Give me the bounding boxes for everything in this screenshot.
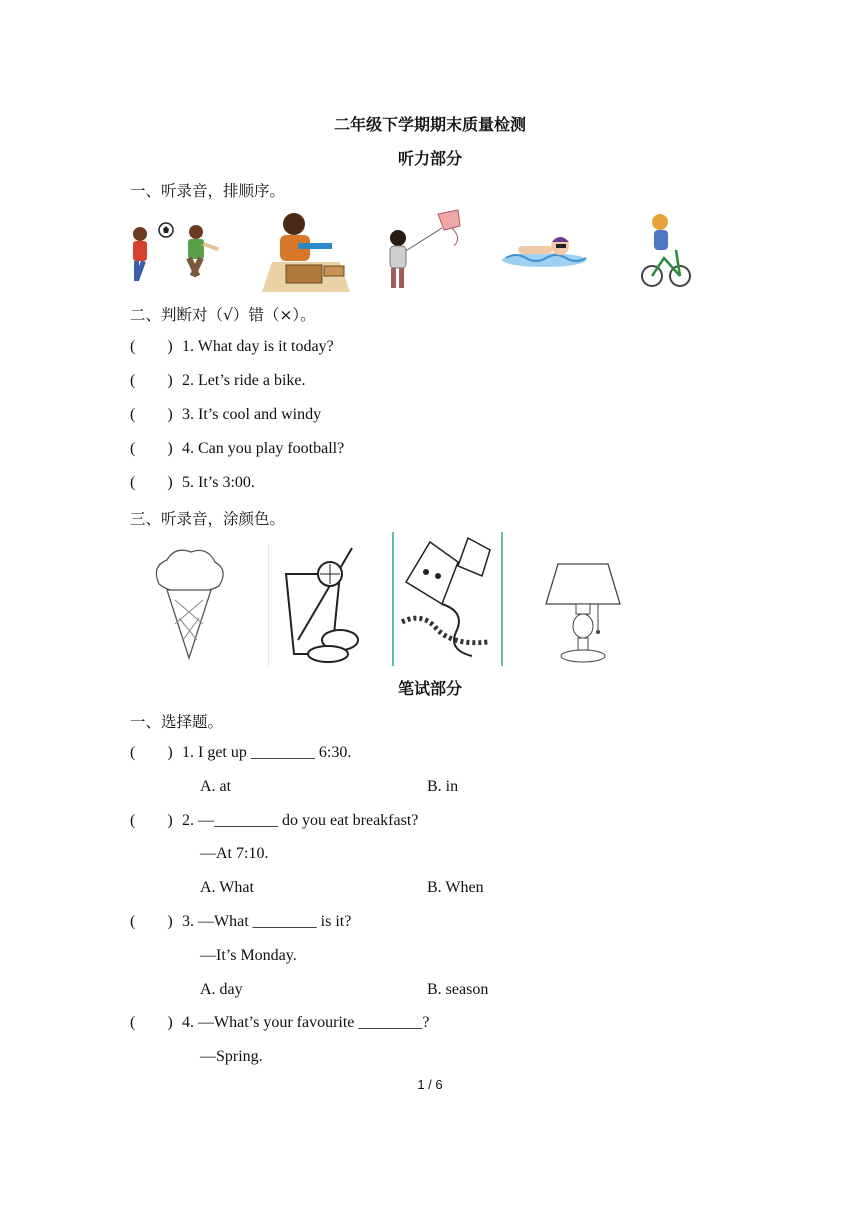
q4-reply: —Spring.	[200, 1048, 263, 1065]
girl-flying-kite-icon	[382, 208, 474, 296]
kites-icon	[392, 532, 504, 666]
kids-playing-football-icon	[128, 220, 238, 290]
girl-riding-bike-icon	[640, 212, 692, 290]
q2-stem: 2. —________ do you eat breakfast?	[182, 812, 419, 829]
tf-paren-1[interactable]: ( )	[130, 338, 173, 355]
tf-item-5: 5. It’s 3:00.	[182, 474, 255, 491]
q1-option-b: B. in	[427, 778, 459, 795]
lemonade-glass-icon	[268, 544, 370, 666]
part1-heading: 一、听录音，排顺序。	[130, 182, 286, 200]
tf-paren-4[interactable]: ( )	[130, 440, 173, 457]
q3-reply: —It’s Monday.	[200, 947, 297, 964]
q1-paren[interactable]: ( )	[130, 744, 173, 761]
page-title: 二年级下学期期末质量检测	[333, 115, 526, 134]
tf-item-1: 1. What day is it today?	[182, 338, 334, 355]
part2-heading: 二、判断对（√）错（×）。	[130, 306, 316, 324]
q2-option-a: A. What	[200, 879, 254, 896]
tf-paren-5[interactable]: ( )	[130, 474, 173, 491]
page-number: 1 / 6	[417, 1077, 443, 1092]
q4-stem: 4. —What’s your favourite ________?	[182, 1014, 430, 1031]
tf-item-3: 3. It’s cool and windy	[182, 406, 322, 423]
q2-option-b: B. When	[427, 879, 484, 896]
q2-paren[interactable]: ( )	[130, 812, 173, 829]
tf-item-2: 2. Let’s ride a bike.	[182, 372, 306, 389]
part3-heading: 三、听录音，涂颜色。	[130, 510, 286, 528]
tf-item-4: 4. Can you play football?	[182, 440, 345, 457]
q3-paren[interactable]: ( )	[130, 913, 173, 930]
tf-paren-3[interactable]: ( )	[130, 406, 173, 423]
q4-paren[interactable]: ( )	[130, 1014, 173, 1031]
ice-cream-icon	[145, 544, 231, 664]
q3-option-b: B. season	[427, 981, 489, 998]
q3-option-a: A. day	[200, 981, 243, 998]
q2-reply: —At 7:10.	[200, 845, 269, 862]
listening-heading: 听力部分	[397, 149, 462, 168]
q3-stem: 3. —What ________ is it?	[182, 913, 352, 930]
boy-with-shoe-box-icon	[258, 210, 354, 298]
q1-option-a: A. at	[200, 778, 232, 795]
lamp-icon	[540, 556, 626, 668]
written-heading: 笔试部分	[397, 679, 462, 698]
boy-swimming-icon	[500, 230, 588, 270]
tf-paren-2[interactable]: ( )	[130, 372, 173, 389]
choice-heading: 一、选择题。	[130, 713, 224, 731]
q1-stem: 1. I get up ________ 6:30.	[182, 744, 352, 761]
